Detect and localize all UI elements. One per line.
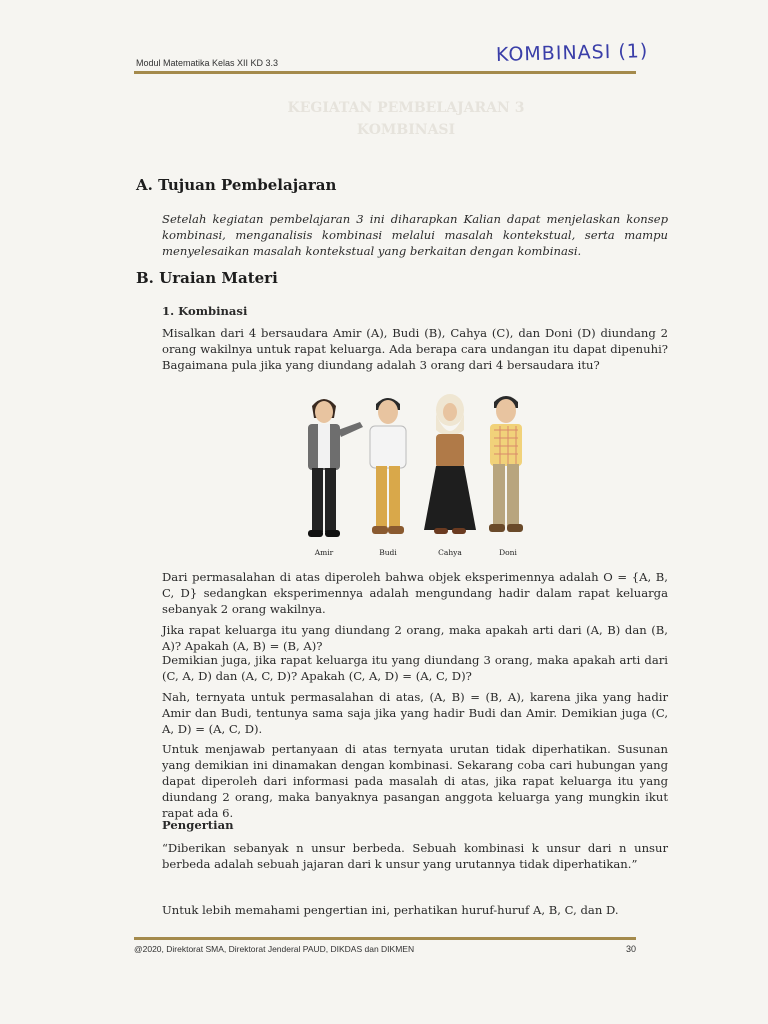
budi-figure <box>370 398 406 534</box>
pengertian-text: “Diberikan sebanyak n unsur berbeda. Sebuah kombinasi k unsur dari n unsur berbeda adalah sebuah jajaran dari k unsur yang urutannya tidak diperhatikan.” <box>162 841 668 871</box>
paragraph-2: Dari permasalahan di atas diperoleh bahwa objek eksperimennya adalah O = {A, B, C, D} sedangkan eksperimennya adalah mengundang hadir dalam rapat keluarga sebanyak 2 orang wakilnya. <box>162 570 668 616</box>
cahya-figure <box>424 394 476 534</box>
header-rule <box>134 71 636 74</box>
module-header: Modul Matematika Kelas XII KD 3.3 <box>136 58 279 68</box>
figure-name-amir: Amir <box>314 548 334 557</box>
section-b-title: B. Uraian Materi <box>136 269 278 287</box>
figure-name-doni: Doni <box>499 548 517 557</box>
paragraph-4: Demikian juga, jika rapat keluarga itu yang diundang 3 orang, maka apakah arti dari (C, A, D) dan (A, C, D)? Apakah (C, A, D) = (A, C, D)? <box>162 653 668 683</box>
subsection-title: 1. Kombinasi <box>162 304 248 318</box>
pengertian-title: Pengertian <box>162 818 234 832</box>
siblings-illustration <box>290 378 540 558</box>
section-a-title: A. Tujuan Pembelajaran <box>136 176 337 194</box>
paragraph-6: Untuk menjawab pertanyaan di atas ternyata urutan tidak diperhatikan. Susunan yang demikian ini dinamakan dengan kombinasi. Sekarang coba cari hubungan yang dapat diperoleh dari informasi pada masalah di atas, jika rapat keluarga itu yang diundang 2 orang, maka banyaknya pasangan anggota keluarga yang mungkin ikut rapat ada 6. <box>162 742 668 820</box>
paragraph-3: Jika rapat keluarga itu yang diundang 2 orang, maka apakah arti dari (A, B) dan (B, A)? Apakah (A, B) = (B, A)? <box>162 623 668 653</box>
paragraph-7: Untuk lebih memahami pengertian ini, perhatikan huruf-huruf A, B, C, dan D. <box>162 903 619 917</box>
doni-figure <box>489 396 523 532</box>
bleed-through-heading-1: KEGIATAN PEMBELAJARAN 3 <box>287 100 525 116</box>
bleed-through-heading-2: KOMBINASI <box>356 122 456 138</box>
amir-figure <box>308 399 363 537</box>
paragraph-5: Nah, ternyata untuk permasalahan di atas, (A, B) = (B, A), karena jika yang hadir Amir dan Budi, tentunya sama saja jika yang hadir Budi dan Amir. Demikian juga (C, A, D) = (A, C, D). <box>162 690 668 736</box>
handwritten-note: KOMBINASI (1) <box>495 40 649 66</box>
paragraph-1: Misalkan dari 4 bersaudara Amir (A), Budi (B), Cahya (C), dan Doni (D) diundang 2 orang wakilnya untuk rapat keluarga. Ada berapa cara undangan itu dapat dipenuhi? Bagaimana pula jika yang diundang adalah 3 orang dari 4 bersaudara itu? <box>162 326 668 372</box>
section-a-text: Setelah kegiatan pembelajaran 3 ini diharapkan Kalian dapat menjelaskan konsep kombinasi, menganalisis kombinasi melalui masalah kontekstual, serta mampu menyelesaikan masalah kontekstual yang berkaitan dengan kombinasi. <box>162 212 668 258</box>
figure-name-cahya: Cahya <box>438 548 462 557</box>
page-number: 30 <box>625 944 636 954</box>
footer-rule <box>134 937 636 940</box>
figure-name-budi: Budi <box>379 548 397 557</box>
footer-copyright: @2020, Direktorat SMA, Direktorat Jenderal PAUD, DIKDAS dan DIKMEN <box>134 944 415 954</box>
